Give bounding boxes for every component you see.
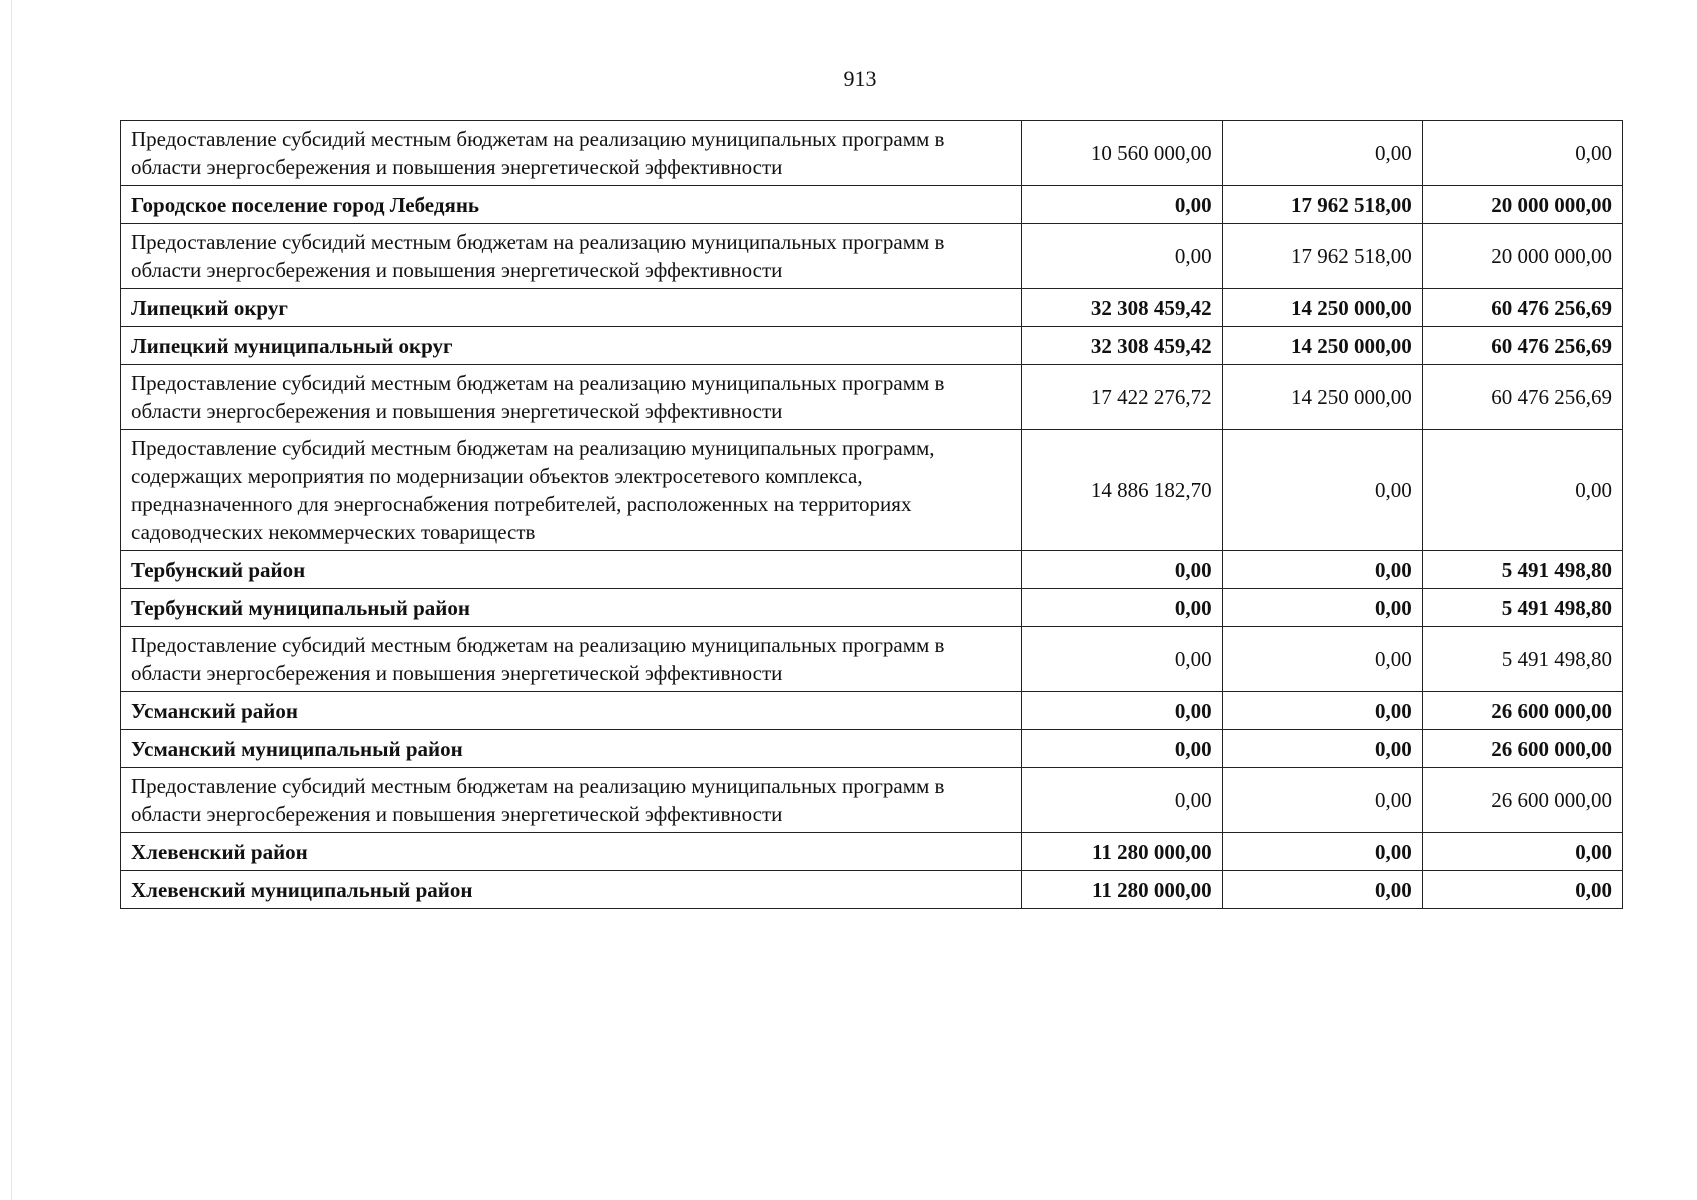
row-value-2-cell: 0,00 — [1222, 430, 1422, 551]
row-value-1-cell: 0,00 — [1022, 730, 1222, 768]
row-value-3-cell: 60 476 256,69 — [1422, 289, 1622, 327]
row-name-cell: Предоставление субсидий местным бюджетам на реализацию муниципальных программ в области энергосбережения и повышения энергетической эффективности — [121, 768, 1022, 833]
row-value-3-cell: 26 600 000,00 — [1422, 768, 1622, 833]
row-value-1-cell: 0,00 — [1022, 589, 1222, 627]
row-name-cell: Предоставление субсидий местным бюджетам на реализацию муниципальных программ в области энергосбережения и повышения энергетической эффективности — [121, 121, 1022, 186]
row-name-cell: Липецкий муниципальный округ — [121, 327, 1022, 365]
page-number: 913 — [843, 66, 877, 91]
row-value-2-cell: 17 962 518,00 — [1222, 186, 1422, 224]
row-value-2-cell: 0,00 — [1222, 871, 1422, 909]
table-row — [121, 768, 1623, 833]
row-value-1-cell: 14 886 182,70 — [1022, 430, 1222, 551]
row-value-3-cell: 0,00 — [1422, 121, 1622, 186]
table-row — [121, 224, 1623, 289]
row-value-1-cell: 11 280 000,00 — [1022, 871, 1222, 909]
row-value-1-cell: 11 280 000,00 — [1022, 833, 1222, 871]
row-value-3-cell: 26 600 000,00 — [1422, 692, 1622, 730]
row-name-cell: Предоставление субсидий местным бюджетам на реализацию муниципальных программ в области энергосбережения и повышения энергетической эффективности — [121, 627, 1022, 692]
table-row — [121, 365, 1623, 430]
row-value-3-cell: 20 000 000,00 — [1422, 186, 1622, 224]
row-value-3-cell: 0,00 — [1422, 430, 1622, 551]
row-value-2-cell: 0,00 — [1222, 730, 1422, 768]
row-value-2-cell: 14 250 000,00 — [1222, 365, 1422, 430]
table-row — [121, 627, 1623, 692]
row-value-1-cell: 32 308 459,42 — [1022, 289, 1222, 327]
row-value-3-cell: 5 491 498,80 — [1422, 627, 1622, 692]
row-name-cell: Тербунский муниципальный район — [121, 589, 1022, 627]
row-name-cell: Липецкий округ — [121, 289, 1022, 327]
row-value-3-cell: 5 491 498,80 — [1422, 589, 1622, 627]
row-value-3-cell: 60 476 256,69 — [1422, 327, 1622, 365]
row-value-1-cell: 0,00 — [1022, 627, 1222, 692]
row-name-cell: Хлевенский район — [121, 833, 1022, 871]
row-value-2-cell: 14 250 000,00 — [1222, 327, 1422, 365]
row-value-2-cell: 0,00 — [1222, 833, 1422, 871]
row-name-cell: Тербунский район — [121, 551, 1022, 589]
table-row — [121, 430, 1623, 551]
row-value-3-cell: 26 600 000,00 — [1422, 730, 1622, 768]
row-value-2-cell: 0,00 — [1222, 551, 1422, 589]
table-row-subtotal — [121, 871, 1623, 909]
table-row — [121, 121, 1623, 186]
row-name-cell: Хлевенский муниципальный район — [121, 871, 1022, 909]
budget-table — [120, 120, 1623, 909]
row-value-1-cell: 17 422 276,72 — [1022, 365, 1222, 430]
table-row-subtotal — [121, 551, 1623, 589]
row-value-2-cell: 0,00 — [1222, 768, 1422, 833]
row-value-3-cell: 5 491 498,80 — [1422, 551, 1622, 589]
row-value-1-cell: 0,00 — [1022, 768, 1222, 833]
budget-table-body — [121, 121, 1623, 909]
table-row-subtotal — [121, 327, 1623, 365]
row-value-1-cell: 10 560 000,00 — [1022, 121, 1222, 186]
row-name-cell: Предоставление субсидий местным бюджетам на реализацию муниципальных программ в области энергосбережения и повышения энергетической эффективности — [121, 365, 1022, 430]
row-name-cell: Усманский район — [121, 692, 1022, 730]
scan-margin-line — [11, 0, 12, 1200]
row-value-2-cell: 0,00 — [1222, 121, 1422, 186]
row-value-1-cell: 0,00 — [1022, 551, 1222, 589]
row-name-cell: Предоставление субсидий местным бюджетам на реализацию муниципальных программ в области энергосбережения и повышения энергетической эффективности — [121, 224, 1022, 289]
row-value-1-cell: 0,00 — [1022, 692, 1222, 730]
table-row-subtotal — [121, 289, 1623, 327]
table-row-subtotal — [121, 692, 1623, 730]
row-value-3-cell: 0,00 — [1422, 871, 1622, 909]
row-value-1-cell: 32 308 459,42 — [1022, 327, 1222, 365]
row-value-1-cell: 0,00 — [1022, 186, 1222, 224]
table-row-subtotal — [121, 833, 1623, 871]
row-value-1-cell: 0,00 — [1022, 224, 1222, 289]
row-name-cell: Усманский муниципальный район — [121, 730, 1022, 768]
row-value-3-cell: 60 476 256,69 — [1422, 365, 1622, 430]
row-value-2-cell: 17 962 518,00 — [1222, 224, 1422, 289]
table-row-subtotal — [121, 186, 1623, 224]
row-name-cell: Предоставление субсидий местным бюджетам на реализацию муниципальных программ, содержащих мероприятия по модернизации объектов электросетевого комплекса, предназначенного для энергоснабжения потребителей, расположенных на территориях садоводческих некоммерческих товариществ — [121, 430, 1022, 551]
row-name-cell: Городское поселение город Лебедянь — [121, 186, 1022, 224]
row-value-2-cell: 14 250 000,00 — [1222, 289, 1422, 327]
row-value-2-cell: 0,00 — [1222, 627, 1422, 692]
row-value-3-cell: 0,00 — [1422, 833, 1622, 871]
table-row-subtotal — [121, 589, 1623, 627]
row-value-2-cell: 0,00 — [1222, 589, 1422, 627]
row-value-2-cell: 0,00 — [1222, 692, 1422, 730]
row-value-3-cell: 20 000 000,00 — [1422, 224, 1622, 289]
table-row-subtotal — [121, 730, 1623, 768]
